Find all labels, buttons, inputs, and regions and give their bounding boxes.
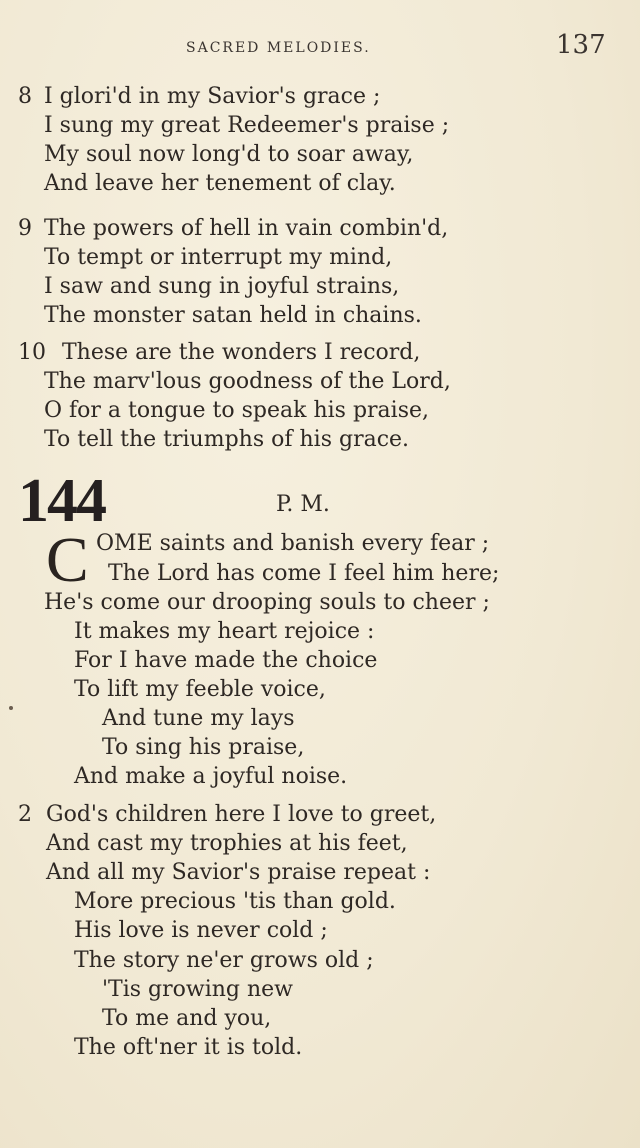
verse-line: OME saints and banish every fear ; (96, 531, 490, 556)
paper-speck (9, 706, 13, 710)
verse-line: I sung my great Redeemer's praise ; (44, 113, 450, 138)
verse-line: The powers of hell in vain combin'd, (44, 216, 449, 241)
verse-line: I saw and sung in joyful strains, (44, 274, 400, 299)
verse-line: And tune my lays (102, 706, 295, 731)
stanza-number: 8 (18, 84, 32, 109)
verse-line: To tempt or interrupt my mind, (44, 245, 393, 270)
stanza-number: 9 (18, 216, 32, 241)
hymn-meter: P. M. (276, 492, 330, 517)
hymn-number: 144 (18, 467, 105, 535)
verse-line: 'Tis growing new (102, 977, 294, 1002)
verse-line: To sing his praise, (102, 735, 305, 760)
verse-line: It makes my heart rejoice : (74, 619, 375, 644)
verse-line: The oft'ner it is told. (74, 1035, 303, 1060)
verse-line: The Lord has come I feel him here; (108, 561, 500, 586)
verse-line: To me and you, (102, 1006, 272, 1031)
running-head: SACRED MELODIES. (186, 40, 371, 56)
verse-line: He's come our drooping souls to cheer ; (44, 590, 490, 615)
page-number: 137 (556, 30, 606, 60)
verse-line: The monster satan held in chains. (44, 303, 422, 328)
verse-line: And leave her tenement of clay. (44, 171, 396, 196)
verse-line: The marv'lous goodness of the Lord, (44, 369, 451, 394)
verse-line: To lift my feeble voice, (74, 677, 326, 702)
verse-line: And cast my trophies at his feet, (46, 831, 408, 856)
verse-line: O for a tongue to speak his praise, (44, 398, 430, 423)
verse-line: My soul now long'd to soar away, (44, 142, 414, 167)
verse-line: I glori'd in my Savior's grace ; (44, 84, 381, 109)
verse-line: These are the wonders I record, (62, 340, 421, 365)
verse-line: And all my Savior's praise repeat : (46, 860, 431, 885)
verse-line: The story ne'er grows old ; (74, 948, 374, 973)
verse-line: And make a joyful noise. (74, 764, 348, 789)
stanza-number: 10 (18, 340, 46, 365)
verse-line: God's children here I love to greet, (46, 802, 437, 827)
drop-cap: C (46, 524, 89, 595)
stanza-number: 2 (18, 802, 32, 827)
verse-line: To tell the triumphs of his grace. (44, 427, 410, 452)
verse-line: For I have made the choice (74, 648, 378, 673)
verse-line: More precious 'tis than gold. (74, 889, 396, 914)
verse-line: His love is never cold ; (74, 918, 328, 943)
